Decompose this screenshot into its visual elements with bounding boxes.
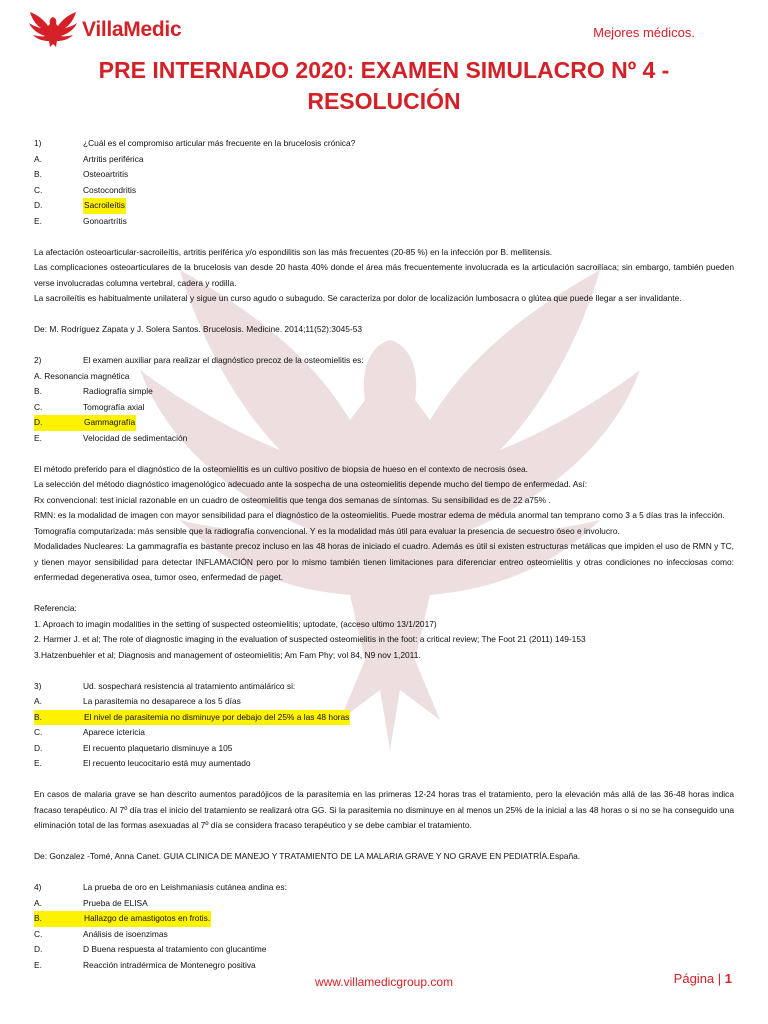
option-row bbox=[34, 183, 734, 199]
question-text: La prueba de oro en Leishmaniasis cutánea andina es: bbox=[83, 882, 287, 892]
question-3 bbox=[34, 679, 734, 695]
option-label: D. bbox=[34, 200, 43, 210]
option-row bbox=[34, 958, 734, 974]
explanation-paragraph: Modalidades Nucleares: La gammagrafía es bastante precoz incluso en las 48 horas de iniciado el cuadro. Además es útil si existen estructuras metálicas que impiden el uso de RMN y TC, y tienen mayor sensibilidad para detectar INFLAMACIÓN pero por lo mismo también tienen limitaciones para diferenciar entreo osteomielitis y otras condiciones no infecciosas como: enfermedad degenerativa osea, tumor oseo, enfermedad de paget. bbox=[34, 541, 734, 582]
option-row bbox=[34, 927, 734, 943]
option-row-correct bbox=[34, 911, 734, 927]
option-text: El recuento leucocitario está muy aumentado bbox=[83, 758, 251, 768]
option-row bbox=[34, 369, 734, 385]
option-text: Análisis de isoenzimas bbox=[83, 928, 168, 939]
option-row bbox=[34, 167, 734, 183]
option-label: A. bbox=[34, 153, 42, 164]
question-1 bbox=[34, 136, 734, 152]
reference-item: 1. Aproach to imagin modalities in the setting of suspected osteomielitis; uptodate, (acceso ultimo 13/1/2017) bbox=[34, 618, 437, 629]
option-label: E. bbox=[34, 758, 42, 768]
option-text: Gonoartrítis bbox=[83, 215, 127, 226]
brand-logo bbox=[28, 8, 181, 52]
option-row bbox=[34, 725, 734, 741]
option-label: E. bbox=[34, 215, 42, 226]
brand-name: VillaMedic bbox=[82, 18, 182, 41]
explanation-paragraph: Las complicaciones osteoarticulares de la brucelosis van desde 20 hasta 40% donde el área más frecuentemente involucrada es la articulación sacroilíaca; sin embargo, también pueden verse involucradas columna vertebral, cadera y rodilla. bbox=[34, 262, 734, 288]
option-row-correct bbox=[34, 710, 734, 726]
explanation-paragraph: La selección del método diagnóstico imagenológico adecuado ante la sospecha de una osteomielitis depende mucho del tiempo de enfermedad. Así: bbox=[34, 479, 588, 489]
option-text: Velocidad de sedimentación bbox=[83, 432, 188, 443]
reference-item: 3.Hatzenbuehler et al; Diagnosis and management of osteomielitis; Am Fam Phy; vol 84, N9 nov 1,2011. bbox=[34, 649, 421, 660]
explanation-paragraph: RMN: es la modalidad de imagen con mayor sensibilidad para el diagnóstico de la osteomielitis. Puede mostrar edema de médula anormal tan temprano como 3 a 5 días tras la infección. bbox=[34, 510, 725, 520]
option-row bbox=[34, 741, 734, 757]
option-label: D. bbox=[34, 944, 43, 954]
page-title: PRE INTERNADO 2020: EXAMEN SIMULACRO Nº 4 - RESOLUCIÓN bbox=[98, 57, 670, 114]
correct-answer-highlight: Gammagrafía bbox=[83, 415, 136, 431]
page-label: Página | bbox=[673, 971, 722, 986]
option-label: B. bbox=[34, 710, 83, 726]
explanation-paragraph: Rx convencional: test inicial razonable en un cuadro de osteomielitis que tenga dos semanas de síntomas. Su sensibilidad es de 22 a75% . bbox=[34, 494, 551, 505]
option-label: A. bbox=[34, 897, 42, 908]
question-text: Ud. sospechará resistencia al tratamiento antimalárico si: bbox=[83, 680, 296, 691]
explanation-paragraph: En casos de malaria grave se han descrito aumentos paradójicos de la parasitemia en las primeras 12-24 horas tras el tratamiento, pero la elevación más allá de las 36-48 horas indica fracaso terapéutico. Al 7º día tras el inicio del tratamiento se realizará otra GG. Si la parasitemia no disminuye en al menos un 25% de la inicial a las 48 horas o si no se ha conseguido una eliminación total de las formas asexuadas al 7º día se considera fracaso terapéutico y se debe cambiar el tratamiento. bbox=[34, 789, 734, 830]
option-row bbox=[34, 431, 734, 447]
explanation-paragraph: La sacroileítis es habitualmente unilateral y sigue un curso agudo o subagudo. Se caracteriza por dolor de localización lumbosacra o glútea que puede llegar a ser invalidante. bbox=[34, 293, 682, 303]
option-label: E. bbox=[34, 432, 42, 443]
option-label: B. bbox=[34, 169, 42, 179]
question-number: 4) bbox=[34, 882, 42, 892]
eagle-logo-icon bbox=[28, 9, 78, 51]
document-body bbox=[34, 136, 734, 973]
page-header bbox=[0, 0, 768, 58]
option-label: C. bbox=[34, 928, 43, 939]
question-number: 2) bbox=[34, 355, 42, 365]
option-label: D. bbox=[34, 415, 83, 431]
option-label: C. bbox=[34, 184, 43, 195]
option-label: D. bbox=[34, 742, 43, 753]
option-text: Aparece ictericia bbox=[83, 727, 145, 737]
option-label: C. bbox=[34, 401, 43, 412]
option-text: A. Resonancia magnética bbox=[34, 370, 130, 381]
option-text: Osteoartritis bbox=[83, 169, 129, 179]
option-text: El recuento plaquetario disminuye a 105 bbox=[83, 742, 233, 753]
option-row bbox=[34, 896, 734, 912]
option-label: E. bbox=[34, 959, 42, 970]
page-number bbox=[674, 971, 732, 986]
option-label: A. bbox=[34, 696, 42, 706]
correct-answer-highlight: Sacroileítis bbox=[83, 198, 126, 214]
option-row bbox=[34, 694, 734, 710]
reference-text: De: M. Rodríguez Zapata y J. Solera Santos. Brucelosis. Medicine. 2014;11(52):3045-53 bbox=[34, 324, 363, 334]
explanation-paragraph: El método preferido para el diagnóstico de la osteomielitis es un cultivo positivo de biopsia de hueso en el contexto de necrosis ósea. bbox=[34, 463, 528, 474]
option-row bbox=[34, 756, 734, 772]
explanation-paragraph: La afectación osteoarticular-sacroileítis, artritis periférica y/o espondilitis son las más frecuentes (20-85 %) en la infección por B. mellitensis. bbox=[34, 246, 553, 257]
correct-answer-highlight: Hallazgo de amastigotos en frotis. bbox=[83, 911, 211, 927]
option-text: La parasitemia no desaparece a los 5 días bbox=[83, 696, 241, 706]
option-row bbox=[34, 942, 734, 958]
correct-answer-highlight: El nivel de parasitemia no disminuye por debajo del 25% a las 48 horas bbox=[83, 710, 350, 726]
reference-text: De: Gonzalez -Tomé, Anna Canet. GUIA CLINICA DE MANEJO Y TRATAMIENTO DE LA MALARIA GRAVE Y NO GRAVE EN PEDIATRÍA.España. bbox=[34, 851, 581, 861]
option-label: B. bbox=[34, 386, 42, 396]
option-text: Radiografía simple bbox=[83, 386, 153, 396]
question-4 bbox=[34, 880, 734, 896]
option-row-correct bbox=[34, 415, 734, 431]
option-label: C. bbox=[34, 727, 43, 737]
option-row bbox=[34, 152, 734, 168]
option-row bbox=[34, 214, 734, 230]
option-text: Costocondritis bbox=[83, 184, 137, 195]
page-number-value: 1 bbox=[724, 971, 732, 986]
option-text: Tomografía axial bbox=[83, 401, 145, 412]
option-text: Reacción intradérmica de Montenegro positiva bbox=[83, 959, 256, 970]
option-text: D Buena respuesta al tratamiento con glucantime bbox=[83, 944, 267, 954]
explanation-paragraph: Tomografía computarizada: más sensible que la radiografía convencional. Y es la modalidad más útil para evaluar la presencia de secuestro óseo e involucro. bbox=[34, 525, 620, 536]
question-text: ¿Cuál es el compromiso articular más frecuente en la brucelosis crónica? bbox=[83, 138, 356, 148]
footer-website-link[interactable]: www.villamedicgroup.com bbox=[314, 975, 454, 989]
option-row bbox=[34, 384, 734, 400]
reference-heading: Referencia: bbox=[34, 603, 77, 613]
option-row-correct bbox=[34, 198, 734, 214]
question-number: 3) bbox=[34, 680, 42, 691]
question-text: El examen auxiliar para realizar el diagnóstico precoz de la osteomielitis es: bbox=[83, 355, 364, 365]
option-row bbox=[34, 400, 734, 416]
question-number: 1) bbox=[34, 138, 42, 148]
option-text: Prueba de ELISA bbox=[83, 897, 148, 908]
tagline: Mejores médicos. bbox=[593, 25, 695, 40]
reference-item: 2. Harmer J. et al; The role of diagnostic imaging in the evaluation of suspected osteomielitis in the foot: a critical review; The Foot 21 (2011) 149-153 bbox=[34, 634, 586, 644]
option-text: Artritis periférica bbox=[83, 153, 144, 164]
question-2 bbox=[34, 353, 734, 369]
option-label: B. bbox=[34, 911, 83, 927]
